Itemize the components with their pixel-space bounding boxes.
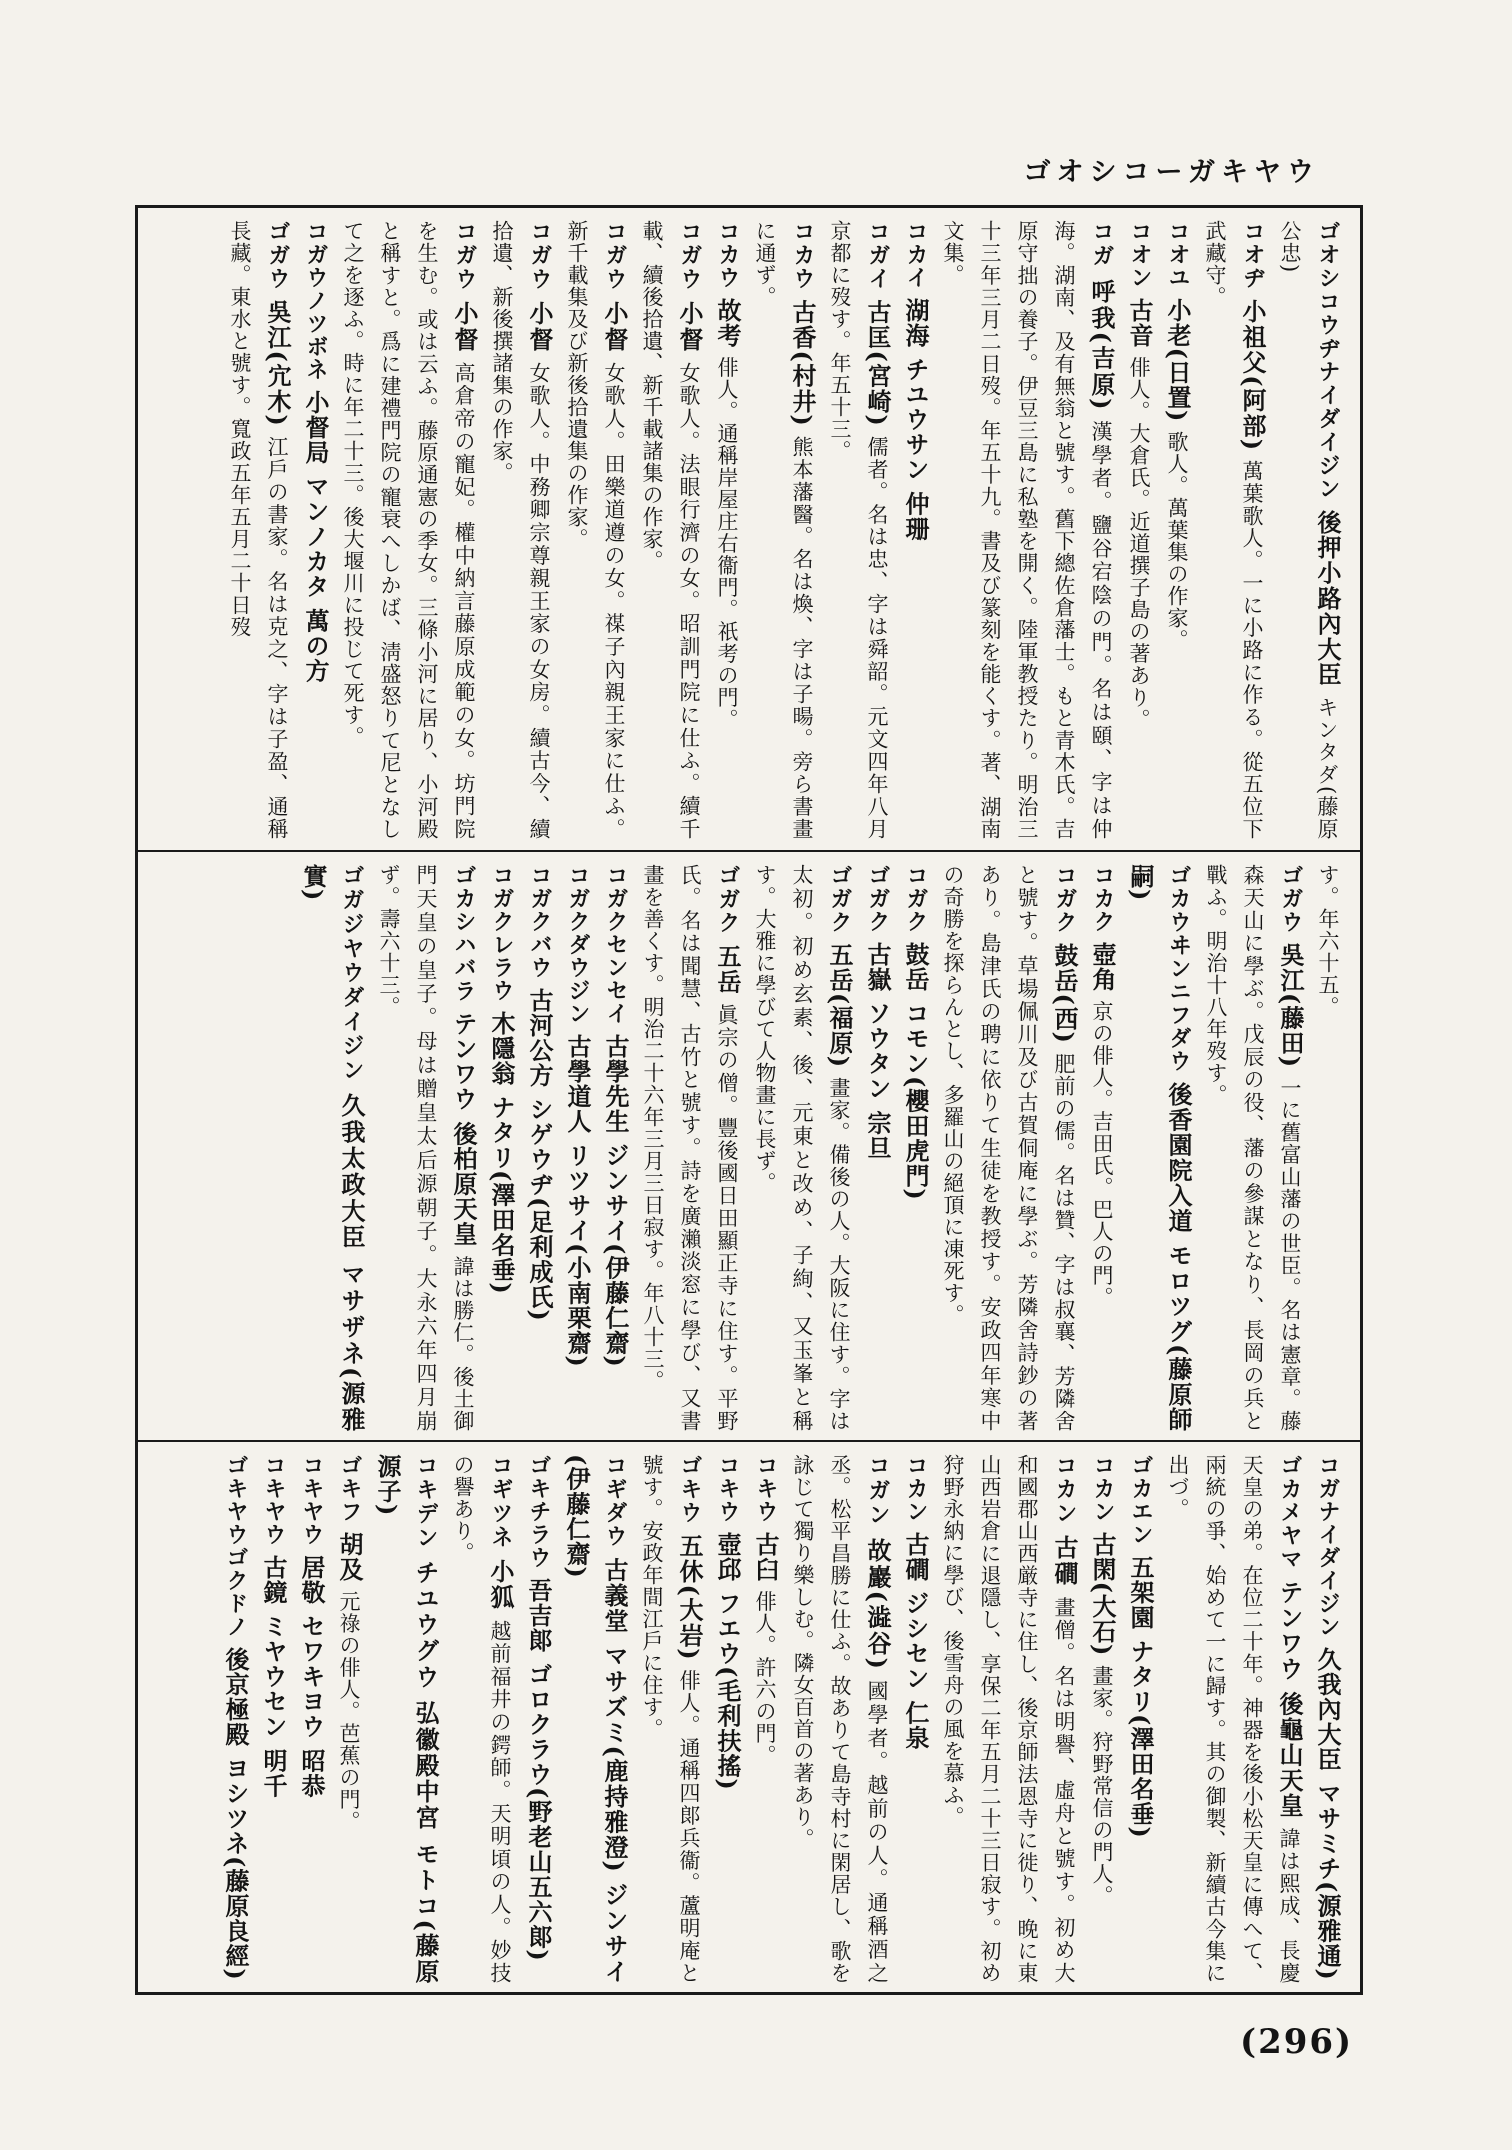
entry-title: 胡及: [335, 1531, 364, 1582]
entry-title: 故考: [713, 297, 742, 348]
entry-title: 古嶽 ソウタン 宗旦: [863, 941, 892, 1161]
entry-reading: コガクセンセイ: [603, 864, 628, 1025]
dictionary-entry: [482, 864, 520, 1432]
entry-title: 五岳(福原): [825, 942, 854, 1069]
entry-title: テンワウ 後龜山天皇: [1275, 1580, 1304, 1819]
entry-text: 俳人。通稱四郞兵衞。蘆明庵と號す。安政年間江戶に住す。: [640, 1454, 701, 1984]
tier-middle: [138, 850, 1360, 1442]
dictionary-entry: [330, 1454, 368, 1984]
entry-text: 俳人。通稱岸屋庄右衞門。祇考の門。: [715, 356, 739, 731]
dictionary-entry: [294, 864, 370, 1432]
dictionary-entry: [483, 220, 558, 840]
entry-text: 熊本藩醫。名は煥、字は子暘。旁ら書畫に通ず。: [753, 220, 814, 841]
entry-reading: ゴカウヰンニフダウ: [1166, 864, 1191, 1074]
entry-text: 眞宗の僧。豐後國日田顯正寺に住す。平野氏。名は聞慧、古竹と號す。詩を廣瀨淡窓に學び、又書畫を善くす。明治二十六年三月三日寂す。年八十三。: [641, 864, 739, 1433]
entry-reading: ゴガウ: [265, 220, 290, 291]
entry-reading: コオヂ: [1240, 220, 1265, 291]
dictionary-entry: [934, 220, 1120, 840]
entry-reading: コカン: [1090, 1454, 1115, 1523]
dictionary-entry: [896, 1454, 934, 1984]
dictionary-frame: [135, 205, 1363, 1995]
entry-reading: コガイ: [865, 220, 890, 291]
dictionary-entry: [858, 864, 896, 1432]
dictionary-entry: [216, 1454, 254, 1984]
entry-title: 後押小路內大臣: [1313, 509, 1342, 688]
entry-text: 畫僧。名は明譽、虛舟と號す。初め大和國郡山西厳寺に住し、後京師法恩寺に徙り、晚に東山西岩倉に退隱し、享保二年五月二十三日寂す。初め狩野永納に學び、後雪舟の風を慕ふ。: [941, 1454, 1076, 1985]
entry-title: 古學道人 リツサイ(小南栗齋): [563, 1033, 592, 1368]
entry-reading: コガウ: [527, 220, 552, 292]
dictionary-entry: [519, 1454, 557, 1984]
entry-reading: コガ: [1089, 220, 1114, 269]
entry-reading: コガン: [865, 1454, 890, 1528]
entry-reading: ゴガク: [715, 864, 740, 935]
dictionary-entry: [254, 1454, 292, 1984]
entry-text: 萬葉歌人。一に小路に作る。從五位下武藏守。: [1203, 220, 1264, 840]
dictionary-entry: [633, 220, 708, 840]
tier-top: [138, 208, 1360, 850]
entry-text: 女歌人。田樂道遵の女。禖子內親王家に仕ふ。新千載集及び新後拾遺集の作家。: [565, 220, 626, 840]
dictionary-entry: [896, 864, 934, 1432]
entry-text: 俳人。大倉氏。近道撰子島の著あり。: [1127, 356, 1151, 731]
entry-title: 古河公方 シゲウヂ(足利成氏): [525, 987, 554, 1322]
entry-reading: コカン: [1052, 1454, 1077, 1526]
dictionary-entry: [1158, 220, 1196, 840]
entry-text: 江戶の書家。名は克之、字は子盈、通稱長藏。東水と號す。寬政五年五月二十日歿: [228, 220, 289, 841]
entry-reading: ゴカメヤマ: [1277, 1454, 1302, 1572]
entry-text: 越前福井の鍔師。天明頃の人。妙技の譽あり。: [451, 1454, 512, 1985]
entry-reading: コギツネ: [488, 1454, 513, 1550]
entry-reading: コガクレラウ: [489, 864, 514, 1002]
entry-title: 小祖父(阿部): [1238, 299, 1267, 452]
entry-title: 古臼: [751, 1531, 780, 1582]
entry-reading: コカウ: [715, 220, 740, 289]
entry-title: 五休(大岩): [675, 1533, 704, 1661]
dictionary-entry: [368, 1454, 444, 1984]
dictionary-entry: [221, 220, 296, 840]
entry-text: 俳人。許六の門。: [753, 1590, 777, 1767]
entry-title: 湖海 チユウサン 仲珊: [901, 297, 930, 542]
tier-columns: [152, 220, 1346, 840]
entry-reading: コギダウ: [602, 1454, 627, 1548]
entry-text: 女歌人。法眼行濟の女。昭訓門院に仕ふ。續千載、續後拾遺、新千載諸集の作家。: [640, 220, 701, 840]
entry-title: 小老(日置): [1163, 297, 1192, 423]
entry-reading: コガクバウ: [527, 864, 552, 979]
entry-title: 小督: [450, 300, 479, 353]
entry-title: 五架園 ナタリ(澤田名垂): [1126, 1554, 1155, 1839]
entry-title: 五岳: [713, 943, 742, 995]
dictionary-entry: [557, 1454, 633, 1984]
entry-title: 鼓岳 コモン(櫻田虎門): [901, 941, 930, 1201]
entry-reading: コガクダウジン: [565, 864, 590, 1025]
entry-reading: コカン: [903, 1454, 928, 1523]
entry-reading: コオン: [1127, 220, 1152, 289]
entry-reading: コキウ: [715, 1454, 740, 1523]
dictionary-entry: [1083, 864, 1121, 1432]
tier-columns: [152, 864, 1346, 1432]
dictionary-entry: [334, 220, 483, 840]
dictionary-entry: [746, 1454, 784, 1984]
running-head: ゴオシコーガキヤウ: [1023, 157, 1320, 188]
entry-reading: コカイ: [903, 220, 928, 289]
entry-reading: コガク: [903, 864, 928, 933]
entry-reading: コガナイダイジン: [1315, 1454, 1340, 1638]
dictionary-entry: [1121, 1454, 1159, 1984]
entry-reading: コキヤウ: [261, 1454, 286, 1546]
dictionary-entry: [296, 220, 334, 840]
entry-title: 古香(村井): [788, 299, 817, 427]
dictionary-entry: [444, 1454, 519, 1984]
entry-title: 小督: [600, 300, 629, 353]
dictionary-entry: [1121, 864, 1197, 1432]
entry-reading: ゴカシハバラ: [451, 864, 476, 1003]
entry-text: キンタダ(藤原公忠): [1278, 220, 1339, 841]
entry-reading: コガウ: [452, 220, 477, 292]
dictionary-entry: [558, 220, 633, 840]
entry-text: 畫家。狩野常信の門人。: [1090, 1665, 1114, 1907]
entry-reading: ゴガク: [865, 864, 890, 933]
page-number: (296): [1240, 2022, 1354, 2062]
dictionary-entry: [292, 1454, 330, 1984]
entry-reading: ゴガウ: [1278, 864, 1303, 934]
entry-title: 小督局 マンノカタ 萬の方: [301, 389, 330, 684]
entry-title: 小督: [675, 300, 704, 353]
entry-reading: ゴガク: [827, 864, 852, 934]
dictionary-entry: [784, 1454, 896, 1984]
entry-title: 壺角: [1088, 941, 1117, 992]
entry-title: 壺邱 フエウ(毛利扶搖): [713, 1531, 742, 1791]
entry-text: 諱は勝仁。後土御門天皇の皇子。母は贈皇太后源朝子。大永六年四月崩ず。壽六十三。: [377, 864, 475, 1433]
dictionary-entry: [558, 864, 596, 1432]
entry-title: 後香園院入道 モロツグ(藤原師嗣): [1126, 864, 1193, 1433]
entry-title: 鼓岳(西): [1050, 942, 1079, 1044]
entry-text: 女歌人。中務卿宗尊親王家の女房。續古今、續拾遺、新後撰諸集の作家。: [490, 220, 551, 840]
dictionary-entry: [1159, 1454, 1308, 1984]
entry-reading: コカウ: [790, 220, 815, 291]
entry-text: 歌人。萬葉集の作家。: [1165, 431, 1189, 651]
entry-title: 吳江(宂木): [263, 299, 292, 427]
entry-text: 儒者。名は忠、字は舜韶。元文四年八月京都に歿す。年五十三。: [828, 220, 889, 841]
entry-text: 畫家。備後の人。大阪に住す。字は太初。初め玄素、後、元東と改め、子絢、又玉峯と稱す。大雅に學びて人物畫に長ず。: [753, 864, 851, 1433]
entry-title: 吾吉郞 ゴロクラウ(野老山五六郞): [524, 1577, 553, 1962]
entry-reading: コガウノツボネ: [303, 220, 328, 381]
entry-reading: コガウ: [677, 220, 702, 292]
entry-title: 呼我(吉原): [1087, 278, 1116, 411]
tier-columns: [152, 1454, 1346, 1984]
entry-reading: ゴカエン: [1128, 1454, 1153, 1546]
entry-text: 漢學者。鹽谷宕陰の門。名は頤、字は仲海。湖南、及有無翁と號す。舊下總佐倉藩士。もと青木氏。吉原守拙の養子。伊豆三島に私塾を開く。陸軍教授たり。明治三十三年三月二日歿。年五十九。書及び篆刻を能くす。著、湖南文集。: [941, 220, 1113, 840]
entry-title: 古學先生 ジンサイ(伊藤仁齋): [601, 1033, 630, 1368]
tier-bottom: [138, 1440, 1360, 1994]
dictionary-entry: [633, 1454, 708, 1984]
entry-title: 古閑(大石): [1088, 1531, 1117, 1657]
entry-reading: コキウ: [753, 1454, 778, 1523]
entry-title: 居敬 セワキヨウ 昭恭: [297, 1554, 326, 1799]
entry-text: 國學者。越前の人。通稱酒之丞。松平昌勝に仕ふ。故ありて島寺村に閑居し、歌を詠じて獨り樂しむ。隣女百首の著あり。: [791, 1454, 889, 1984]
dictionary-entry: [1271, 220, 1346, 840]
entry-reading: コキヤウ: [299, 1454, 324, 1546]
dictionary-entry: [934, 864, 1083, 1432]
entry-title: 木隱翁 ナタリ(澤田名垂): [487, 1010, 516, 1295]
entry-title: 久我太政大臣 マサザネ(源雅實): [299, 864, 366, 1432]
dictionary-entry: [1197, 864, 1309, 1432]
entry-title: 小狐: [486, 1558, 515, 1611]
entry-text: す。年六十五。: [1316, 864, 1340, 1018]
entry-title: 小督: [525, 300, 554, 353]
entry-text: 元祿の俳人。芭蕉の門。: [337, 1590, 361, 1833]
entry-title: テンワウ 後柏原天皇: [449, 1011, 478, 1247]
entry-text: 高倉帝の寵妃。權中納言藤原成範の女。坊門院を生む。或は云ふ。藤原通憲の季女。三條小河に居り、小河殿と稱すと。爲に建禮門院の寵衰へしかば、淸盛怒りて尼となして之を逐ふ。時に年二十三。後大堰川に投じて死す。: [341, 220, 476, 840]
entry-title: 古匡(宮崎): [863, 299, 892, 427]
dictionary-entry: [1308, 1454, 1346, 1984]
dictionary-entry: [934, 1454, 1083, 1984]
entry-reading: コガク: [1052, 864, 1077, 934]
dictionary-entry: [746, 220, 821, 840]
entry-reading: ゴガジヤウダイジン: [339, 864, 364, 1083]
dictionary-entry: [821, 220, 896, 840]
entry-reading: ゴキフ: [337, 1454, 362, 1523]
entry-title: 古義堂 マサズミ(鹿持雅澄) ジンサイ(伊藤仁齋): [562, 1454, 629, 1985]
entry-reading: コキデン: [413, 1454, 438, 1551]
dictionary-entry: [1083, 1454, 1121, 1984]
dictionary-entry: [708, 220, 746, 840]
entry-title: 古鏡 ミヤウセン 明千: [259, 1554, 288, 1799]
entry-text: 肥前の儒。名は贊、字は叔襄、芳隣舍と號す。草場佩川及び古賀侗庵に學ぶ。芳隣舍詩鈔の著あり。島津氏の聘に依りて生徒を教授す。安政四年寒中の奇勝を探らんとし、多羅山の絕頂に凍死す。: [941, 864, 1076, 1432]
entry-title: 古音: [1125, 297, 1154, 348]
dictionary-entry: [520, 864, 558, 1432]
entry-title: 吳江(藤田): [1276, 942, 1305, 1069]
entry-title: 古磵 ジシセン 仁泉: [901, 1531, 930, 1751]
dictionary-entry: [634, 864, 746, 1432]
entry-text: 京の俳人。吉田氏。巴人の門。: [1090, 1000, 1114, 1309]
entry-reading: コガウ: [602, 220, 627, 292]
dictionary-entry: [1309, 864, 1346, 1432]
entry-title: 久我內大臣 マサミチ(源雅通): [1313, 1646, 1342, 1981]
entry-reading: ゴオシコウヂナイダイジン: [1315, 220, 1340, 501]
entry-text: 一に舊富山藩の世臣。名は憲章。藤森天山に學ぶ。戊辰の役、藩の參謀となり、長岡の兵と戰ふ。明治十八年歿す。: [1204, 864, 1302, 1433]
entry-text: 諱は熙成、長慶天皇の弟。在位二十年。神器を後小松天皇に傳へて、兩統の爭、始めて一に歸す。其の御製、新續古今集に出づ。: [1166, 1454, 1301, 1985]
entry-reading: コカク: [1090, 864, 1115, 933]
entry-title: 後京極殿 ヨシツネ(藤原良經): [221, 1646, 250, 1981]
dictionary-entry: [746, 864, 858, 1432]
dictionary-entry: [370, 864, 482, 1432]
entry-title: 古磵: [1050, 1535, 1079, 1587]
dictionary-entry: [1196, 220, 1271, 840]
entry-title: チユウグウ 弘徽殿中宮 モトコ(藤原源子): [373, 1454, 440, 1984]
entry-reading: ゴキヤウゴクドノ: [223, 1454, 248, 1638]
entry-reading: コオユ: [1165, 220, 1190, 289]
dictionary-entry: [1120, 220, 1158, 840]
entry-title: 故巖(澁谷): [863, 1537, 892, 1670]
entry-reading: ゴキチラウ: [526, 1454, 551, 1569]
entry-reading: ゴキウ: [677, 1454, 702, 1525]
dictionary-entry: [596, 864, 634, 1432]
dictionary-entry: [896, 220, 934, 840]
dictionary-entry: [708, 1454, 746, 1984]
